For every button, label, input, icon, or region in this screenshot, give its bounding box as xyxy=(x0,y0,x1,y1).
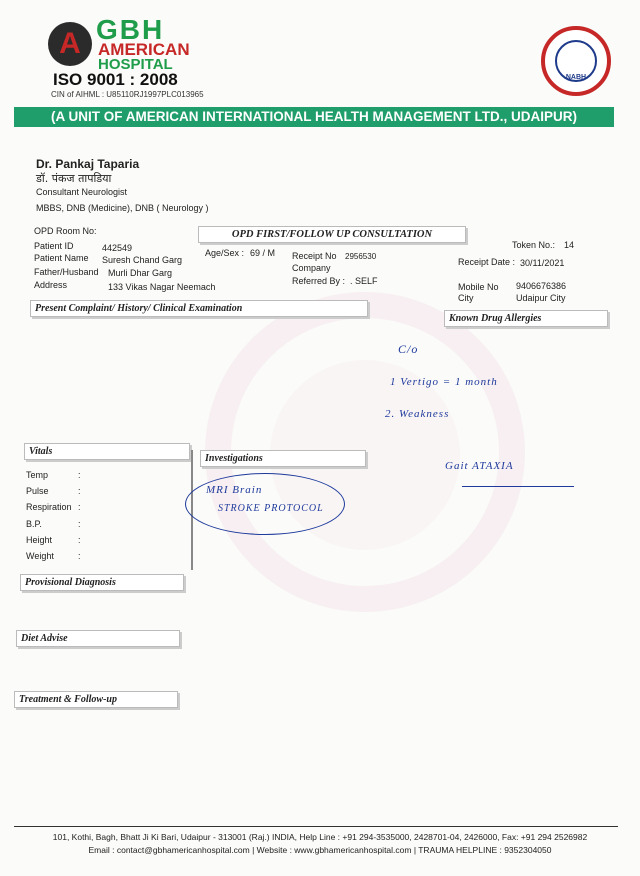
vital-respiration-label: Respiration xyxy=(26,502,72,512)
doctor-title: Consultant Neurologist xyxy=(36,187,128,197)
brand-american: AMERICAN xyxy=(98,40,190,59)
handwriting-vertigo: 1 Vertigo = 1 month xyxy=(390,376,498,388)
patient-id-label: Patient ID xyxy=(34,241,74,251)
footer-address: 101, Kothi, Bagh, Bhatt Ji Ki Bari, Udaipur - 313001 (Raj.) INDIA, Help Line : +91 294-3535000, 2428701-04, 2426000, Fax: +91 294 2526982 xyxy=(52,832,588,842)
vital-temp-label: Temp xyxy=(26,470,49,480)
address-value: 133 Vikas Nagar Neemach xyxy=(108,282,216,292)
vital-bp-label: B.P. xyxy=(26,519,42,529)
receipt-date-value: 30/11/2021 xyxy=(520,258,565,268)
token-label: Token No.: xyxy=(512,240,556,250)
handwriting-underline xyxy=(462,486,574,487)
handwriting-mri-brain: MRI Brain xyxy=(206,484,263,496)
referred-value: . SELF xyxy=(350,276,378,286)
footer-divider xyxy=(14,826,618,827)
mobile-label: Mobile No xyxy=(458,282,499,292)
brand-hospital: HOSPITAL xyxy=(98,56,173,73)
brand-gbh: GBH xyxy=(96,14,165,45)
doctor-degrees: MBBS, DNB (Medicine), DNB ( Neurology ) xyxy=(36,203,209,213)
father-value: Murli Dhar Garg xyxy=(108,268,173,278)
age-sex-label: Age/Sex : xyxy=(205,248,245,258)
vitals-header: Vitals xyxy=(24,443,190,460)
token-value: 14 xyxy=(564,240,575,250)
referred-label: Referred By : xyxy=(292,276,346,286)
handwriting-weakness: 2. Weakness xyxy=(385,408,450,420)
handwriting-stroke-protocol: STROKE PROTOCOL xyxy=(218,503,324,514)
form-title: OPD FIRST/FOLLOW UP CONSULTATION xyxy=(198,226,466,243)
cin-number: CIN of AIHML : U85110RJ1997PLC013965 xyxy=(51,90,204,99)
known-drug-allergies-header: Known Drug Allergies xyxy=(444,310,608,327)
iso-certification: ISO 9001 : 2008 xyxy=(53,70,178,89)
address-label: Address xyxy=(34,280,68,290)
age-sex-value: 69 / M xyxy=(250,248,276,258)
footer-contact: Email : contact@gbhamericanhospital.com | Website : www.gbhamericanhospital.com | TRAUMA HELPLINE : 9352304050 xyxy=(88,845,552,855)
city-value: Udaipur City xyxy=(516,293,566,303)
mobile-value: 9406676386 xyxy=(516,281,567,291)
city-label: City xyxy=(458,293,474,303)
doctor-name: Dr. Pankaj Taparia xyxy=(36,157,140,171)
company-label: Company xyxy=(292,263,331,273)
vital-pulse-label: Pulse xyxy=(26,486,49,496)
patient-id-value: 442549 xyxy=(102,243,133,253)
investigations-header: Investigations xyxy=(200,450,366,467)
patient-name-label: Patient Name xyxy=(34,253,89,263)
vital-height-label: Height xyxy=(26,535,53,545)
receipt-date-label: Receipt Date : xyxy=(458,257,516,267)
opd-room-label: OPD Room No: xyxy=(34,226,97,236)
receipt-no-label: Receipt No xyxy=(292,251,337,261)
patient-name-value: Suresh Chand Garg xyxy=(102,255,183,265)
provisional-diagnosis-header: Provisional Diagnosis xyxy=(20,574,184,591)
vital-weight-label: Weight xyxy=(26,551,54,561)
treatment-header: Treatment & Follow-up xyxy=(14,691,178,708)
present-complaint-header: Present Complaint/ History/ Clinical Examination xyxy=(30,300,368,317)
handwriting-complaint-label: C/o xyxy=(398,342,419,356)
nabh-seal-icon xyxy=(541,26,611,96)
hospital-logo-icon: A xyxy=(48,22,92,66)
handwriting-gait-ataxia: Gait ATAXIA xyxy=(445,460,514,472)
nabh-label: NABH xyxy=(565,74,587,81)
doctor-name-hindi: डॉ. पंकज तापडिया xyxy=(36,172,112,185)
unit-banner: (A UNIT OF AMERICAN INTERNATIONAL HEALTH MANAGEMENT LTD., UDAIPUR) xyxy=(14,107,614,127)
father-label: Father/Husband xyxy=(34,267,99,277)
receipt-no-value: 2956530 xyxy=(345,252,377,261)
diet-advise-header: Diet Advise xyxy=(16,630,180,647)
